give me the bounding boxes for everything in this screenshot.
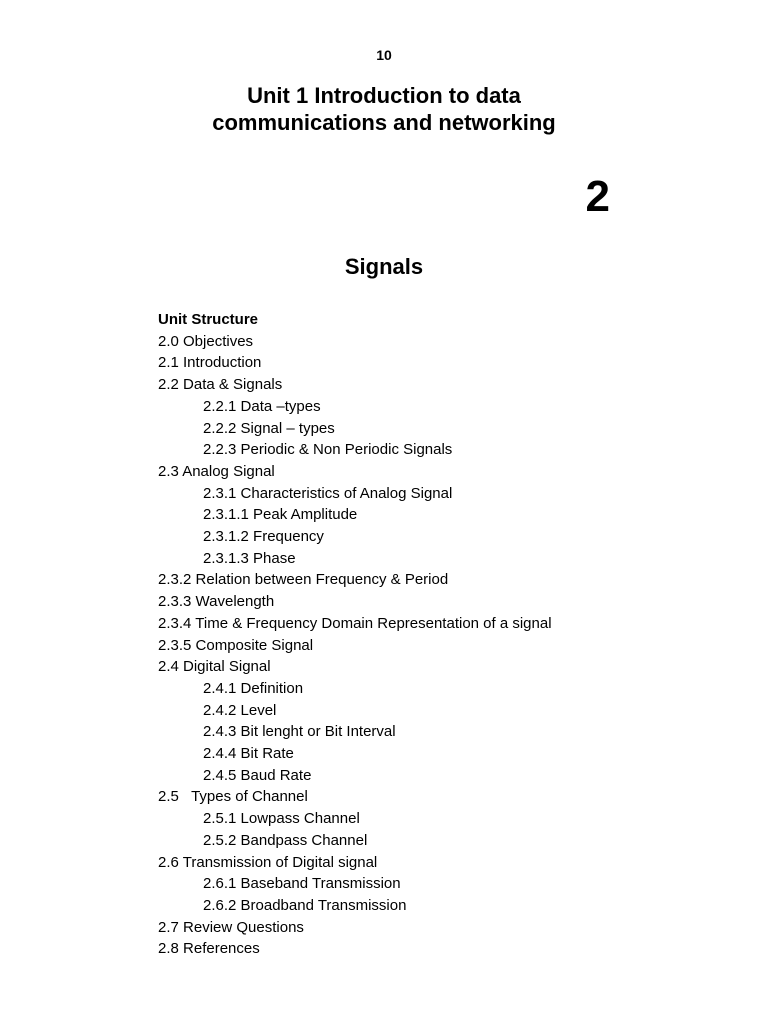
toc-item: 2.3.3 Wavelength bbox=[158, 593, 275, 611]
unit-structure bbox=[158, 309, 718, 960]
unit-title-line-2: communications and networking bbox=[212, 110, 556, 135]
toc-item: 2.3.5 Composite Signal bbox=[158, 636, 314, 654]
chapter-title: Signals bbox=[344, 254, 424, 279]
toc-item: 2.3 Analog Signal bbox=[158, 462, 275, 480]
toc-list bbox=[158, 331, 718, 960]
chapter-number: 2 bbox=[585, 172, 610, 221]
toc-item: 2.6 Transmission of Digital signal bbox=[158, 853, 378, 871]
toc-item: 2.2 Data & Signals bbox=[158, 376, 283, 394]
toc-item: 2.5 Types of Channel bbox=[158, 788, 308, 806]
toc-item: 2.7 Review Questions bbox=[158, 918, 304, 936]
toc-subitem: 2.2.2 Signal – types bbox=[203, 419, 335, 437]
toc-item: 2.3.2 Relation between Frequency & Period bbox=[158, 571, 449, 589]
unit-structure-heading: Unit Structure bbox=[158, 311, 259, 328]
toc-subitem: 2.5.2 Bandpass Channel bbox=[203, 831, 368, 849]
toc-subitem: 2.6.1 Baseband Transmission bbox=[203, 875, 401, 893]
toc-subitem: 2.6.2 Broadband Transmission bbox=[203, 896, 407, 914]
toc-subitem: 2.4.4 Bit Rate bbox=[203, 745, 294, 763]
toc-subitem: 2.4.3 Bit lenght or Bit Interval bbox=[203, 723, 396, 741]
toc-subitem: 2.3.1.1 Peak Amplitude bbox=[203, 506, 358, 524]
toc-item: 2.4 Digital Signal bbox=[158, 658, 271, 676]
toc-subitem: 2.2.1 Data –types bbox=[203, 397, 321, 415]
toc-subitem: 2.3.1 Characteristics of Analog Signal bbox=[203, 484, 453, 502]
toc-subitem: 2.3.1.2 Frequency bbox=[203, 528, 324, 546]
toc-item: 2.1 Introduction bbox=[158, 354, 262, 372]
toc-subitem: 2.4.5 Baud Rate bbox=[203, 766, 312, 784]
toc-subitem: 2.2.3 Periodic & Non Periodic Signals bbox=[203, 441, 453, 459]
toc-item: 2.0 Objectives bbox=[158, 332, 254, 350]
page-number: 10 bbox=[376, 47, 392, 63]
unit-title bbox=[0, 82, 768, 136]
unit-title-line-1: Unit 1 Introduction to data bbox=[247, 83, 521, 108]
toc-subitem: 2.4.2 Level bbox=[203, 701, 277, 719]
toc-subitem: 2.3.1.3 Phase bbox=[203, 549, 296, 567]
toc-item: 2.3.4 Time & Frequency Domain Representation of a signal bbox=[158, 614, 552, 632]
toc-item: 2.8 References bbox=[158, 940, 260, 958]
toc-subitem: 2.4.1 Definition bbox=[203, 679, 304, 697]
toc-subitem: 2.5.1 Lowpass Channel bbox=[203, 810, 360, 828]
